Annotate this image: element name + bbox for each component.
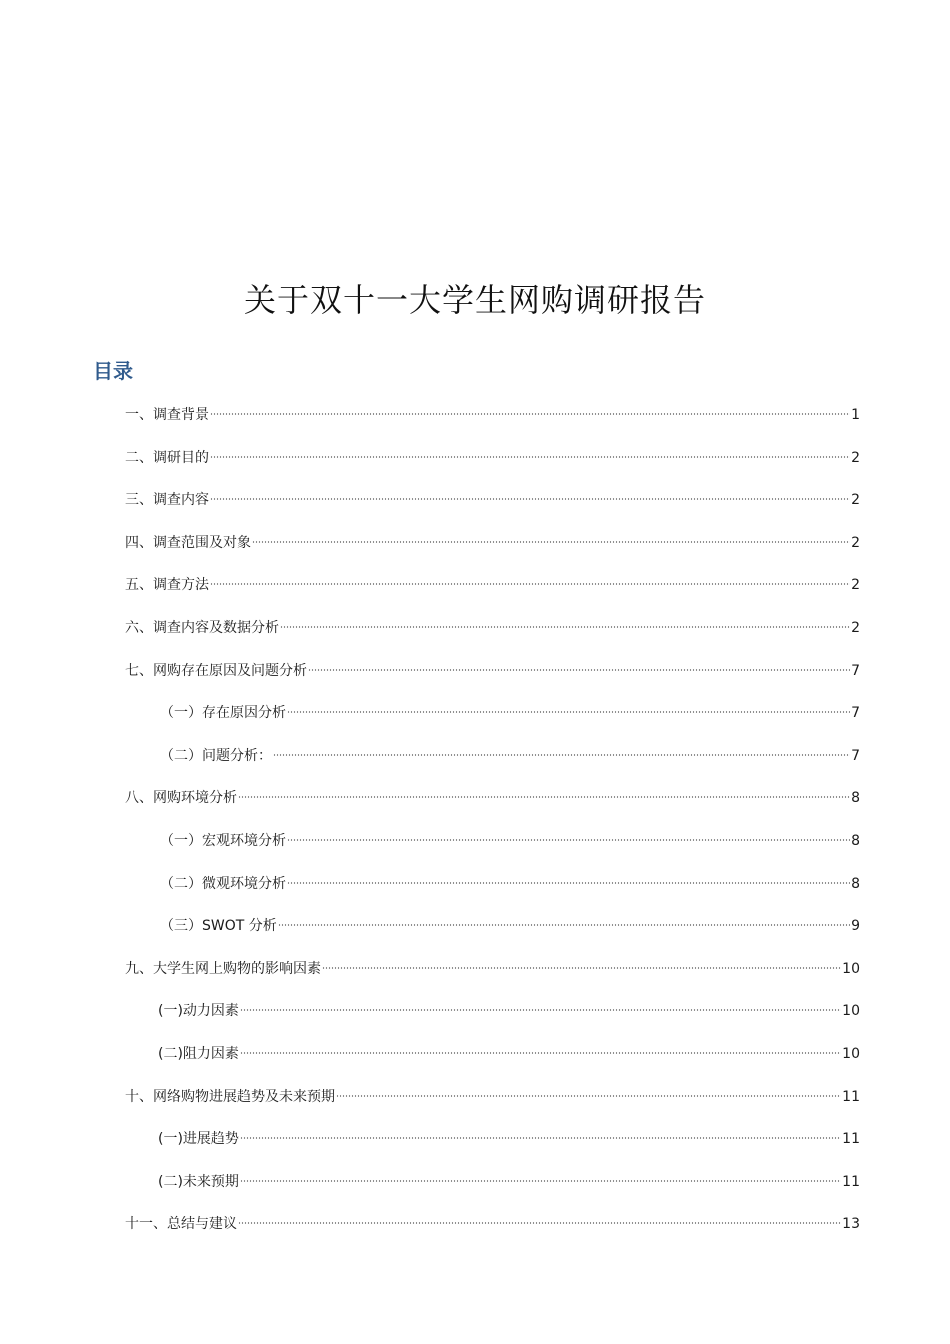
toc-entry[interactable]	[125, 1211, 860, 1237]
toc-entry-label: （一）宏观环境分析	[160, 833, 286, 849]
toc-entry[interactable]	[158, 1041, 860, 1067]
toc-dot-leader	[240, 1052, 841, 1054]
toc-entry[interactable]	[158, 1169, 860, 1195]
toc-entry-label: 十一、总结与建议	[125, 1216, 237, 1232]
toc-entry[interactable]	[125, 445, 860, 471]
toc-entry-label: (一)动力因素	[158, 1003, 239, 1019]
toc-entry[interactable]	[125, 615, 860, 641]
toc-entry-page-number: 13	[842, 1216, 860, 1232]
toc-entry-page-number: 1	[851, 407, 860, 423]
toc-entry-page-number: 7	[851, 663, 860, 679]
toc-entry[interactable]	[125, 487, 860, 513]
toc-dot-leader	[287, 839, 850, 841]
toc-entry-label: （三）SWOT 分析	[160, 918, 277, 934]
toc-entry-page-number: 7	[851, 748, 860, 764]
toc-entry-label: 八、网购环境分析	[125, 790, 237, 806]
toc-entry[interactable]	[125, 530, 860, 556]
toc-entry-page-number: 8	[851, 833, 860, 849]
toc-heading: 目录	[93, 359, 133, 383]
toc-dot-leader	[210, 583, 850, 585]
toc-entry[interactable]	[158, 1126, 860, 1152]
toc-entry[interactable]	[160, 828, 860, 854]
toc-entry-label: 一、调查背景	[125, 407, 209, 423]
toc-entry-page-number: 10	[842, 1046, 860, 1062]
toc-entry-label: (一)进展趋势	[158, 1131, 239, 1147]
toc-entry-label: (二)阻力因素	[158, 1046, 239, 1062]
toc-dot-leader	[287, 882, 850, 884]
toc-dot-leader	[210, 413, 850, 415]
toc-entry-label: 五、调查方法	[125, 577, 209, 593]
toc-entry[interactable]	[125, 785, 860, 811]
toc-entry[interactable]	[125, 658, 860, 684]
toc-entry-label: 九、大学生网上购物的影响因素	[125, 961, 321, 977]
toc-entry[interactable]	[158, 998, 860, 1024]
toc-entry-page-number: 2	[851, 492, 860, 508]
toc-dot-leader	[278, 924, 850, 926]
toc-entry[interactable]	[160, 743, 860, 769]
document-title: 关于双十一大学生网购调研报告	[243, 281, 706, 319]
toc-entry-page-number: 8	[851, 790, 860, 806]
toc-dot-leader	[210, 498, 850, 500]
toc-entry-label: 十、网络购物进展趋势及未来预期	[125, 1089, 335, 1105]
toc-entry-page-number: 2	[851, 620, 860, 636]
toc-dot-leader	[210, 456, 850, 458]
toc-entry-page-number: 2	[851, 450, 860, 466]
toc-entry[interactable]	[125, 1084, 860, 1110]
toc-entry-label: （二）问题分析：	[160, 748, 272, 764]
toc-entry-label: （二）微观环境分析	[160, 876, 286, 892]
toc-entry[interactable]	[160, 700, 860, 726]
toc-entry-label: (二)未来预期	[158, 1174, 239, 1190]
toc-entry-label: 七、网购存在原因及问题分析	[125, 663, 307, 679]
toc-entry[interactable]	[125, 956, 860, 982]
toc-entry-label: （一）存在原因分析	[160, 705, 286, 721]
toc-dot-leader	[280, 626, 850, 628]
toc-entry-page-number: 8	[851, 876, 860, 892]
toc-dot-leader	[252, 541, 850, 543]
toc-entry-page-number: 11	[842, 1089, 860, 1105]
toc-entry-page-number: 9	[851, 918, 860, 934]
toc-entry-label: 三、调查内容	[125, 492, 209, 508]
toc-dot-leader	[240, 1009, 841, 1011]
toc-entry-label: 二、调研目的	[125, 450, 209, 466]
toc-entry-page-number: 2	[851, 577, 860, 593]
toc-entry-page-number: 2	[851, 535, 860, 551]
toc-entry[interactable]	[160, 871, 860, 897]
toc-entry-label: 六、调查内容及数据分析	[125, 620, 279, 636]
toc-dot-leader	[287, 711, 850, 713]
toc-entry-label: 四、调查范围及对象	[125, 535, 251, 551]
toc-dot-leader	[240, 1180, 841, 1182]
toc-entry[interactable]	[160, 913, 860, 939]
toc-entry-page-number: 10	[842, 961, 860, 977]
toc-entry[interactable]	[125, 402, 860, 428]
toc-entry-page-number: 10	[842, 1003, 860, 1019]
toc-dot-leader	[336, 1095, 841, 1097]
toc-dot-leader	[308, 669, 850, 671]
toc-entry-page-number: 7	[851, 705, 860, 721]
toc-entry-page-number: 11	[842, 1174, 860, 1190]
toc-dot-leader	[240, 1137, 841, 1139]
toc-dot-leader	[322, 967, 841, 969]
toc-dot-leader	[238, 796, 850, 798]
toc-dot-leader	[273, 754, 850, 756]
toc-entry[interactable]	[125, 572, 860, 598]
toc-dot-leader	[238, 1222, 841, 1224]
toc-entry-page-number: 11	[842, 1131, 860, 1147]
